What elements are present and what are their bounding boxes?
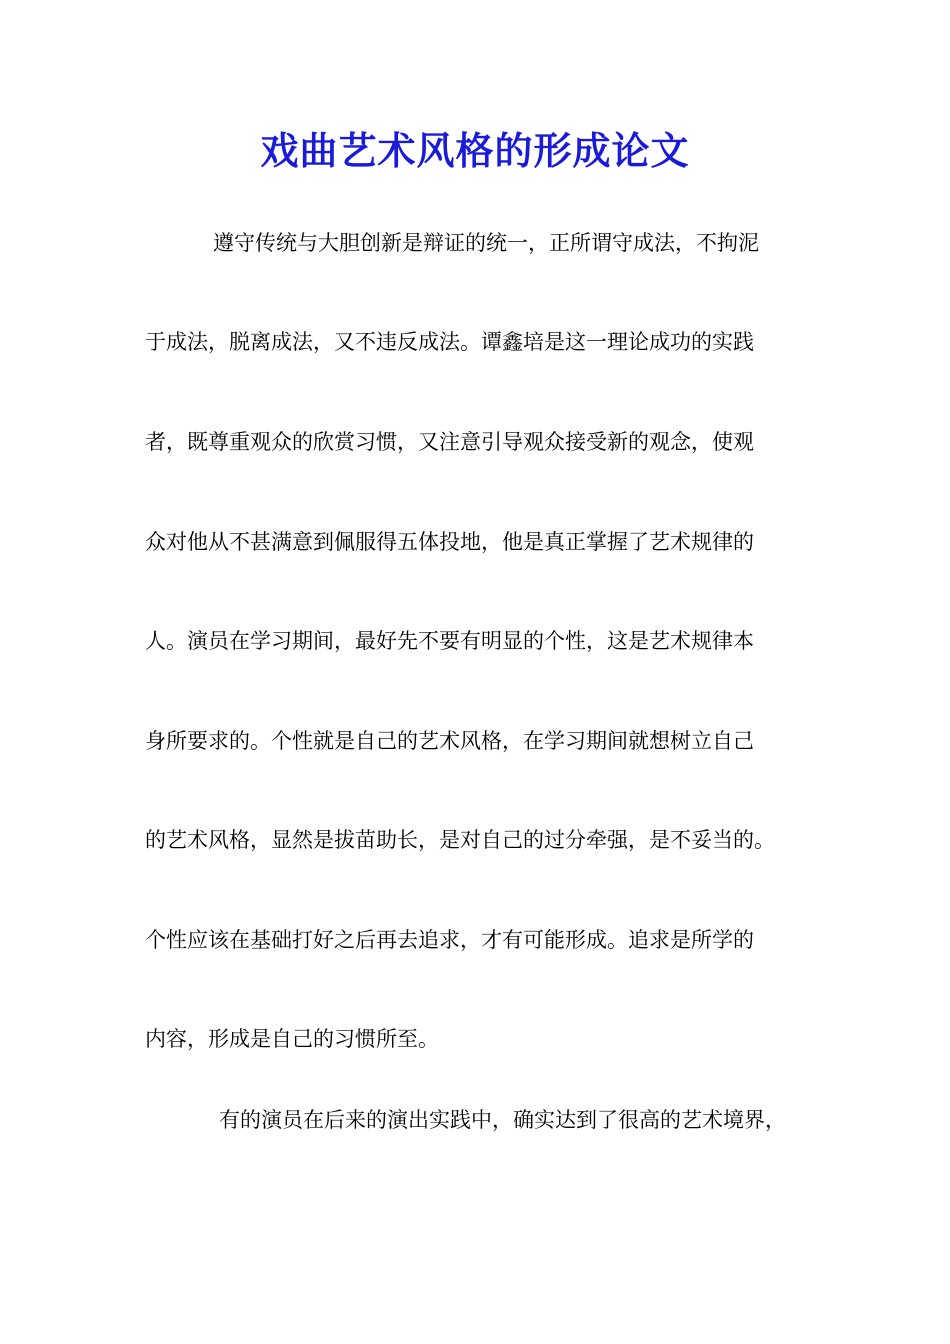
paragraph-line: 遵守传统与大胆创新是辩证的统一，正所谓守成法，不拘泥 bbox=[213, 231, 759, 255]
document-title: 戏曲艺术风格的形成论文 bbox=[260, 128, 690, 173]
paragraph-line: 个性应该在基础打好之后再去追求，才有可能形成。追求是所学的 bbox=[145, 928, 754, 952]
paragraph-line: 于成法，脱离成法，又不违反成法。谭鑫培是这一理论成功的实践 bbox=[145, 330, 754, 354]
paragraph-line: 的艺术风格，显然是拔苗助长，是对自己的过分牵强，是不妥当的。 bbox=[145, 828, 775, 852]
paragraph-line: 人。演员在学习期间，最好先不要有明显的个性，这是艺术规律本 bbox=[145, 629, 754, 653]
paragraph-line: 者，既尊重观众的欣赏习惯，又注意引导观众接受新的观念，使观 bbox=[145, 430, 754, 454]
paragraph-line: 身所要求的。个性就是自己的艺术风格，在学习期间就想树立自己 bbox=[145, 729, 754, 753]
paragraph-line: 内容，形成是自己的习惯所至。 bbox=[145, 1027, 439, 1051]
paragraph-line: 有的演员在后来的演出实践中，确实达到了很高的艺术境界， bbox=[219, 1108, 786, 1132]
paragraph-line: 众对他从不甚满意到佩服得五体投地，他是真正掌握了艺术规律的 bbox=[145, 530, 754, 554]
